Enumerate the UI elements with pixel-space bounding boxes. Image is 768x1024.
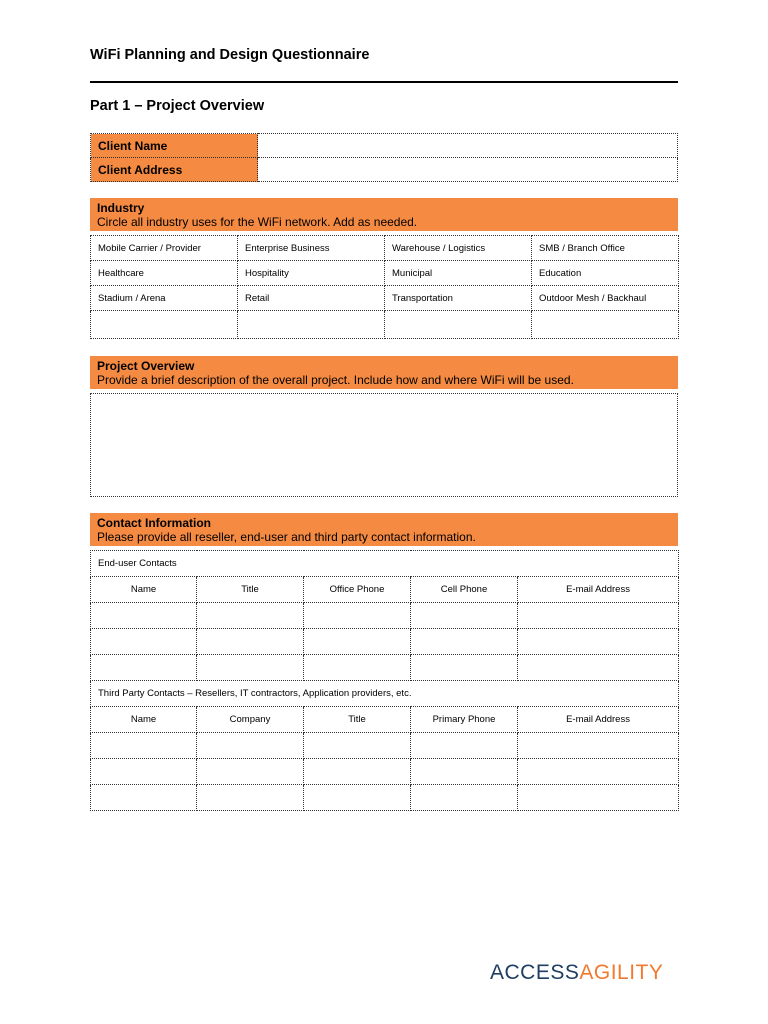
contact-heading: Contact Information	[97, 516, 211, 530]
industry-option[interactable]: Outdoor Mesh / Backhaul	[532, 286, 679, 311]
table-row	[91, 681, 679, 707]
industry-option[interactable]: Retail	[238, 286, 385, 311]
end-user-contacts-label: End-user Contacts	[91, 551, 679, 577]
project-overview-description: Provide a brief description of the overall project. Include how and where WiFi will be used.	[97, 373, 574, 387]
table-cell[interactable]	[411, 655, 518, 681]
column-header: Cell Phone	[411, 577, 518, 603]
table-cell[interactable]	[197, 629, 304, 655]
table-cell[interactable]	[411, 629, 518, 655]
industry-option[interactable]: Warehouse / Logistics	[385, 236, 532, 261]
industry-description: Circle all industry uses for the WiFi network. Add as needed.	[97, 215, 418, 229]
table-cell[interactable]	[518, 733, 679, 759]
industry-blank-cell[interactable]	[385, 311, 532, 339]
industry-table	[90, 235, 679, 339]
industry-header	[90, 198, 678, 231]
client-address-field[interactable]	[258, 158, 678, 182]
third-party-contacts-label: Third Party Contacts – Resellers, IT contractors, Application providers, etc.	[91, 681, 679, 707]
client-name-field[interactable]	[258, 134, 678, 158]
table-cell[interactable]	[411, 603, 518, 629]
project-overview-field[interactable]	[90, 393, 678, 497]
table-cell[interactable]	[197, 733, 304, 759]
table-cell[interactable]	[518, 655, 679, 681]
table-cell[interactable]	[518, 629, 679, 655]
table-row	[91, 733, 679, 759]
column-header: Name	[91, 577, 197, 603]
table-row	[91, 551, 679, 577]
column-header: E-mail Address	[518, 707, 679, 733]
industry-option[interactable]: Healthcare	[91, 261, 238, 286]
client-name-label: Client Name	[91, 134, 258, 158]
table-cell[interactable]	[91, 733, 197, 759]
column-header: Title	[197, 577, 304, 603]
table-row	[91, 261, 679, 286]
table-header-row	[91, 577, 679, 603]
contact-header	[90, 513, 678, 546]
column-header: Company	[197, 707, 304, 733]
table-cell[interactable]	[304, 785, 411, 811]
table-cell[interactable]	[411, 785, 518, 811]
table-cell[interactable]	[197, 759, 304, 785]
contact-table	[90, 550, 679, 811]
table-row	[91, 655, 679, 681]
title-divider	[90, 81, 678, 83]
column-header: Office Phone	[304, 577, 411, 603]
project-overview-heading: Project Overview	[97, 359, 195, 373]
industry-option[interactable]: Transportation	[385, 286, 532, 311]
table-cell[interactable]	[91, 603, 197, 629]
industry-option[interactable]: Education	[532, 261, 679, 286]
column-header: E-mail Address	[518, 577, 679, 603]
industry-blank-cell[interactable]	[91, 311, 238, 339]
table-row	[91, 603, 679, 629]
table-cell[interactable]	[518, 785, 679, 811]
logo-part-access: ACCESS	[490, 961, 580, 984]
table-cell[interactable]	[91, 759, 197, 785]
logo-part-agility: AGILITY	[579, 961, 664, 984]
industry-option[interactable]: Hospitality	[238, 261, 385, 286]
industry-blank-cell[interactable]	[238, 311, 385, 339]
table-header-row	[91, 707, 679, 733]
industry-option[interactable]: SMB / Branch Office	[532, 236, 679, 261]
table-cell[interactable]	[304, 603, 411, 629]
industry-option[interactable]: Mobile Carrier / Provider	[91, 236, 238, 261]
table-cell[interactable]	[304, 759, 411, 785]
column-header: Name	[91, 707, 197, 733]
table-cell[interactable]	[197, 655, 304, 681]
table-cell[interactable]	[411, 733, 518, 759]
table-row	[91, 286, 679, 311]
table-cell[interactable]	[304, 733, 411, 759]
contact-description: Please provide all reseller, end-user and third party contact information.	[97, 530, 476, 544]
table-row	[91, 629, 679, 655]
table-row	[91, 785, 679, 811]
table-cell[interactable]	[197, 785, 304, 811]
project-overview-header	[90, 356, 678, 389]
table-cell[interactable]	[91, 655, 197, 681]
column-header: Primary Phone	[411, 707, 518, 733]
table-cell[interactable]	[91, 629, 197, 655]
table-cell[interactable]	[91, 785, 197, 811]
table-row	[91, 236, 679, 261]
table-cell[interactable]	[304, 655, 411, 681]
industry-option[interactable]: Municipal	[385, 261, 532, 286]
document-title: WiFi Planning and Design Questionnaire	[90, 47, 370, 63]
table-cell[interactable]	[411, 759, 518, 785]
table-row	[91, 759, 679, 785]
table-cell[interactable]	[304, 629, 411, 655]
industry-option[interactable]: Stadium / Arena	[91, 286, 238, 311]
table-cell[interactable]	[518, 603, 679, 629]
industry-blank-cell[interactable]	[532, 311, 679, 339]
table-cell[interactable]	[518, 759, 679, 785]
part-title: Part 1 – Project Overview	[90, 98, 265, 114]
industry-heading: Industry	[97, 201, 145, 215]
column-header: Title	[304, 707, 411, 733]
client-table	[90, 133, 678, 182]
table-cell[interactable]	[197, 603, 304, 629]
industry-option[interactable]: Enterprise Business	[238, 236, 385, 261]
client-address-label: Client Address	[91, 158, 258, 182]
access-agility-logo	[490, 961, 663, 985]
table-row	[91, 311, 679, 339]
